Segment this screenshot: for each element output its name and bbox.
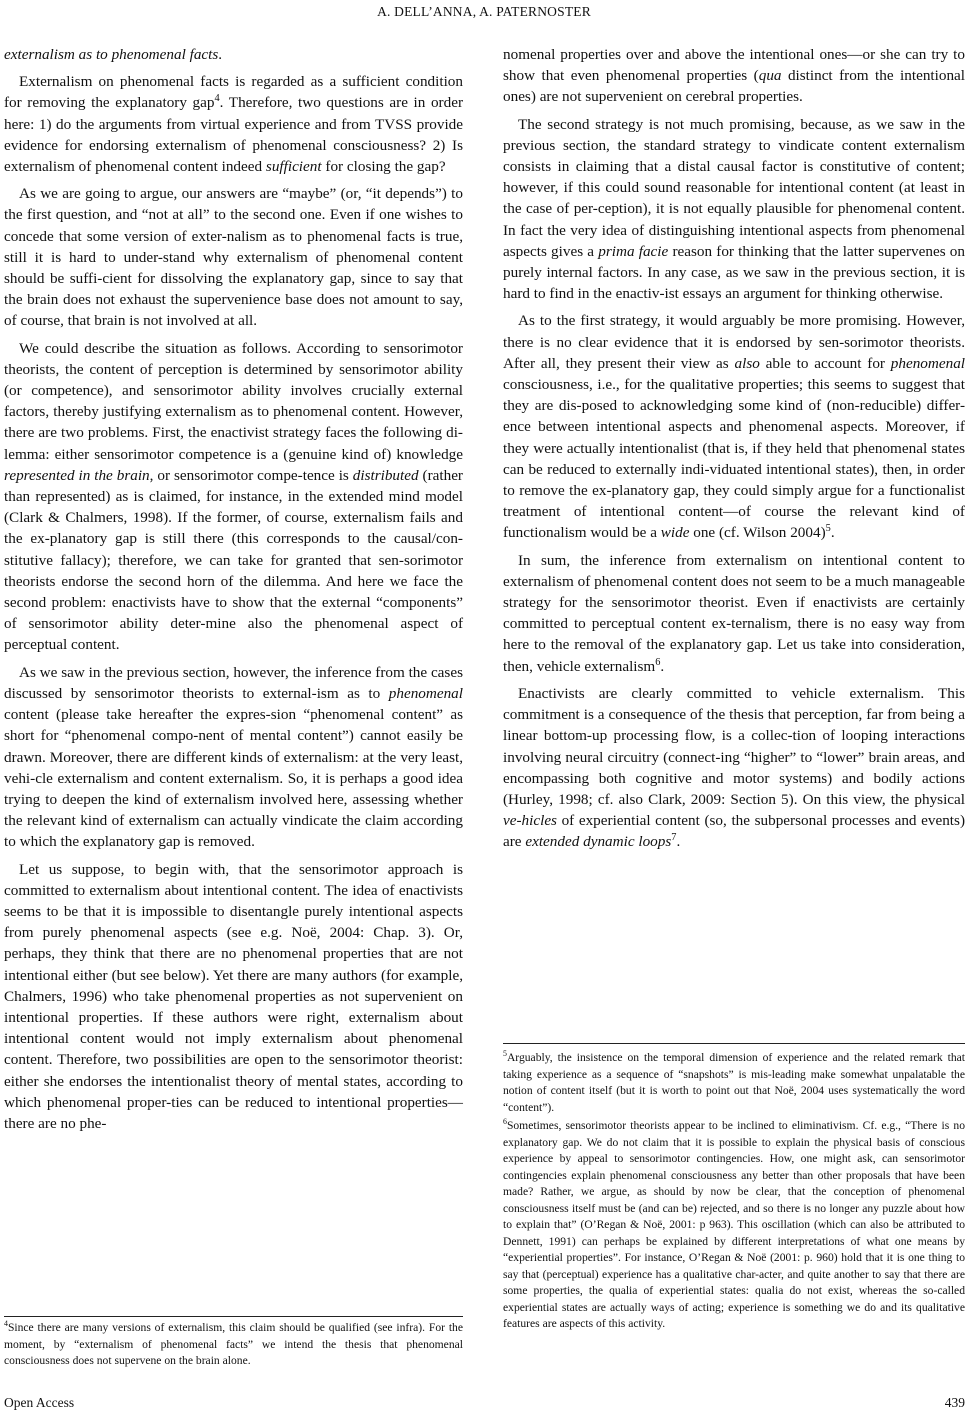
paragraph [4, 44, 463, 65]
text-run: We could describe the situation as follows. According to sensorimotor theorists, the content of perception is determined by sensorimotor ability (or competence), and sensorimotor ability involves crucially external factors, thereby justifying externalism as to phenomenal content. However, there are two problems. First, the enactivist strategy faces the following di-lemma: either sensorimotor competence is a (genuine kind of) knowledge [4, 339, 463, 463]
text-run: . Therefore, two questions are in order here: 1) do the arguments from virtual experience and from TVSS provide evidence for endorsing externalism of phenomenal consciousness? 2) Is externalism of phenomenal content indeed [4, 94, 464, 176]
text-run: . [660, 657, 665, 675]
text-run: As to the first strategy, it would arguably be more promising. However, there is no clear evidence that it is endorsed by sen-sorimotor theorists. After all, they present their view as [503, 312, 965, 372]
text-run: Arguably, the insistence on the temporal dimension of experience and the related remark that taking experience as a sequence of “snapshots” is mis-leading make somewhat unpalatable the notion of content itself (but it is worth to point out that Noë, 2004 uses systematically the word “content”). [503, 1051, 965, 1114]
note-marker: 4 [214, 93, 220, 105]
footnote [503, 1050, 965, 1116]
paragraph [503, 44, 965, 108]
italic-text: externalism as to phenomenal facts [4, 46, 219, 63]
italic-text: ve-hicles [503, 812, 557, 830]
text-run: consciousness, i.e., for the qualitative properties; this seems to suggest that they are dis-posed to acknowledging some kind of (non-reducible) differ-ence between intentional aspects and phenomenal aspects. Moreover, if they were actually intentionalist (that is, if they held that phenomenal states can be reduced to externally indi-viduated intentional states), then, in order to remove the ex-planatory gap, they could simply argue for a functionalist treatment of intentional content—of course the relevant kind of functionalism would be a [503, 376, 965, 542]
note-marker: 4 [4, 1319, 8, 1329]
note-marker: 6 [503, 1117, 507, 1127]
page-number: 439 [944, 1395, 965, 1410]
note-marker: 6 [655, 656, 661, 668]
text-run: . [218, 46, 223, 63]
text-run: reason for thinking that the latter supervenes on purely internal factors. In any case, as we saw in the previous section, it is hard to find in the enactiv-ist essays an argument for thinking otherwise. [503, 242, 965, 303]
italic-text: extended dynamic loops [525, 833, 672, 851]
italic-text: prima facie [598, 242, 669, 260]
right-column [503, 44, 965, 859]
text-run: (rather than represented) as is claimed, for instance, in the extended mind model (Clark & Chalmers, 1998). If the former, of course, externalism fails and the ex-planatory gap is still there (this corresponds to the causal/con-stitutive fallacy); therefore, we can take for granted that sen-sorimotor theorists endorse the second horn of the dilemma. And here we face the second problem: enactivists have to show that the external “components” of sensorimotor ability deter-mine also the phenomenal aspect of perceptual content. [4, 466, 463, 654]
italic-text: phenomenal [388, 684, 463, 702]
italic-text: represented in the brain [4, 466, 150, 484]
paragraph [4, 662, 463, 853]
note-marker: 5 [503, 1049, 507, 1059]
italic-text: also [734, 354, 760, 372]
footnotes-right [503, 1043, 965, 1335]
text-run: Since there are many versions of externalism, this claim should be qualified (see infra). For the moment, by “externalism of phenomenal facts” we intend the thesis that phenomenal consciousness does not supervene on the brain alone. [4, 1321, 463, 1367]
footnotes-left [4, 1316, 463, 1372]
italic-text: wide [660, 524, 690, 542]
paragraph [503, 114, 965, 305]
paragraph [4, 859, 463, 1135]
footnote [503, 1118, 965, 1333]
text-run: . [830, 524, 835, 542]
paragraph [503, 550, 965, 677]
note-marker: 7 [671, 832, 677, 844]
italic-text: phenomenal [890, 354, 966, 372]
italic-text: distributed [352, 466, 419, 484]
italic-text: sufficient [265, 158, 322, 176]
running-head: A. DELL’ANNA, A. PATERNOSTER [377, 4, 591, 19]
footnote [4, 1320, 463, 1370]
paragraph [503, 310, 965, 543]
text-run: . [676, 833, 681, 851]
text-run: As we saw in the previous section, however, the inference from the cases discussed by sensorimotor theorists to external-ism as to [4, 663, 463, 702]
text-run: distinct from the intentional ones) are not supervenient on cerebral properties. [503, 67, 965, 106]
text-run: Externalism on phenomenal facts is regarded as a sufficient condition for removing the explanatory gap [4, 73, 463, 112]
note-marker: 5 [825, 523, 831, 535]
text-run: of experiential content (so, the subpersonal processes and events) are [503, 812, 965, 851]
text-run: , or sensorimotor compe-tence is [149, 466, 353, 484]
paragraph [4, 338, 463, 656]
text-run: Enactivists are clearly committed to vehicle externalism. This commitment is a consequence of the thesis that perception, far from being a linear bottom-up processing flow, is a collec-tion of looping interactions involving neural circuitry (connect-ing “higher” to “lower” brain areas, and encompassing both cognitive and motor systems) and bodily actions (Hurley, 1998; cf. also Clark, 2009: Section 5). On this view, the physical [503, 684, 965, 808]
text-run: As we are going to argue, our answers are “maybe” (or, “it depends”) to the first question, and “not at all” to the second one. Even if one wishes to concede that some version of exter-nalism as to phenomenal facts is true, still it is hard to under-stand why externalism of phenomenal content should be suffi-cient for dissolving the explanatory gap, since to say that the brain does not exhaust the supervenience base does not amount to say, of course, that brain is not involved at all. [4, 185, 463, 330]
paragraph [4, 71, 463, 177]
text-run: The second strategy is not much promising, because, as we saw in the previous section, the standard strategy to vindicate content externalism consists in claiming that a distal causal factor is constitutive of content; however, if this could sound reasonable for intentional content (at least in the case of per-ception), it is not equally plausible for phenomenal content. In fact the very idea of distinguishing intentional aspects from phenomenal aspects gives a [503, 115, 965, 260]
text-run: content (please take hereafter the expres-sion “phenomenal content” as short for “phenomenal compo-nent of mental content”) cannot easily be drawn. Moreover, there are different kinds of externalism: at the very least, vehi-cle externalism and content externalism. So, it is perhaps a good idea trying to deepen the kind of externalism involved here, assessing whether the relevant kind of externalism can actually vindicate the claim according to which the explanatory gap is removed. [4, 706, 463, 851]
paragraph [503, 683, 965, 853]
text-run: for closing the gap? [321, 158, 446, 176]
text-run: Sometimes, sensorimotor theorists appear to be inclined to eliminativism. Cf. e.g., “There is no explanatory gap. We do not claim that it is possible to explain the physical basis of conscious experience by appeal to sensorimotor contingencies. How, one might ask, can sensorimotor contingencies explain phenomenal consciousness any better than other proposals that have been made? Rather, we argue, as should by now be clear, that the conception of phenomenal consciousness itself must be (and can be) rejected, and so there is no longer any puzzle about how to explain that” (O’Regan & Noë, 2001: p 963). This oscillation (which can also be attributed to Dennett, 1991) can perhaps be explained by different interpretations of what one means by “experiential properties”. For instance, O’Regan & Noë (2001: p. 960) hold that it is one thing to say that (perceptual) experience has a qualitative char-acter, and quite another to say that there are some properties, the qualia of experiential states: qualia do not exist, whereas the so-called experiential states are actually ways of acting; experience is something we do and its qualitative features are aspects of this activity. [503, 1119, 965, 1330]
text-run: able to account for [759, 354, 891, 372]
text-run: one (cf. Wilson 2004) [689, 524, 826, 542]
paragraph [4, 183, 463, 331]
text-run: In sum, the inference from externalism on intentional content to externalism of phenomenal content does not seem to be a much manageable strategy for the sensorimotor theorist. Even if enactivists are certainly committed to perceptual content ex-ternalism, there is no easy way from here to the removal of the explanatory gap. Let us take into consideration, then, vehicle externalism [503, 551, 965, 675]
footer-open-access: Open Access [4, 1395, 75, 1410]
left-column [4, 44, 463, 1140]
italic-text: qua [758, 67, 782, 85]
text-run: nomenal properties over and above the intentional ones—or she can try to show that even phenomenal properties ( [503, 46, 965, 85]
text-run: Let us suppose, to begin with, that the sensorimotor approach is committed to externalism about intentional content. The idea of enactivists seems to be that it is impossible to disentangle purely intentional aspects from purely phenomenal aspects (see e.g. Noë, 2004: Chap. 3). Or, perhaps, they think that there are no phenomenal properties that are not intentional either (but see below). Yet there are many authors (for example, Chalmers, 1996) who take phenomenal properties as not supervenient on intentional properties. If these authors were right, externalism about intentional content would not imply externalism about phenomenal content. Therefore, two possibilities are open to the sensorimotor theorist: either she endorses the intentionalist theory of mental states, according to which phenomenal proper-ties can be reduced to intentional properties—there are no phe- [4, 860, 463, 1132]
